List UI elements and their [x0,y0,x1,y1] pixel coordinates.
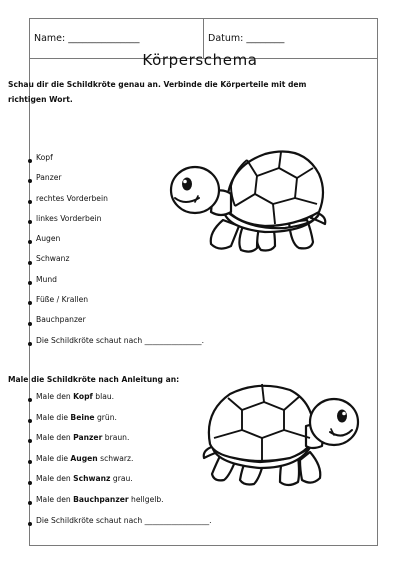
turtle-icon [200,380,360,490]
list-item: rechtes Vorderbein [28,192,204,212]
list-item: Schwanz [28,252,204,272]
list-item: Mund [28,273,204,293]
list-item: Male die Augen schwarz. [28,452,212,473]
list-item: Füße / Krallen [28,293,204,313]
instruction-connect: Schau dir die Schildkröte genau an. Verbinde die Körperteile mit dem richtigen Wort. [8,80,307,104]
list-item: Die Schildkröte schaut nach _______________. [28,334,204,354]
name-field[interactable]: Name: _______________ [34,33,140,44]
turtle-icon [165,146,335,256]
list-item: Male die Beine grün. [28,411,212,432]
list-item: Male den Bauchpanzer hellgelb. [28,493,212,514]
list-item: Panzer [28,171,204,191]
list-item: Die Schildkröte schaut nach _________________. [28,514,212,535]
coloring-list [28,390,212,534]
list-item: Kopf [28,151,204,171]
page-title: Körperschema [142,51,258,69]
list-item: Augen [28,232,204,252]
list-item: Male den Kopf blau. [28,390,212,411]
list-item: Male den Schwanz grau. [28,472,212,493]
list-item: Male den Panzer braun. [28,431,212,452]
instruction-color: Male die Schildkröte nach Anleitung an: [8,375,180,384]
date-field[interactable]: Datum: ________ [208,33,285,44]
list-item: linkes Vorderbein [28,212,204,232]
list-item: Bauchpanzer [28,313,204,333]
